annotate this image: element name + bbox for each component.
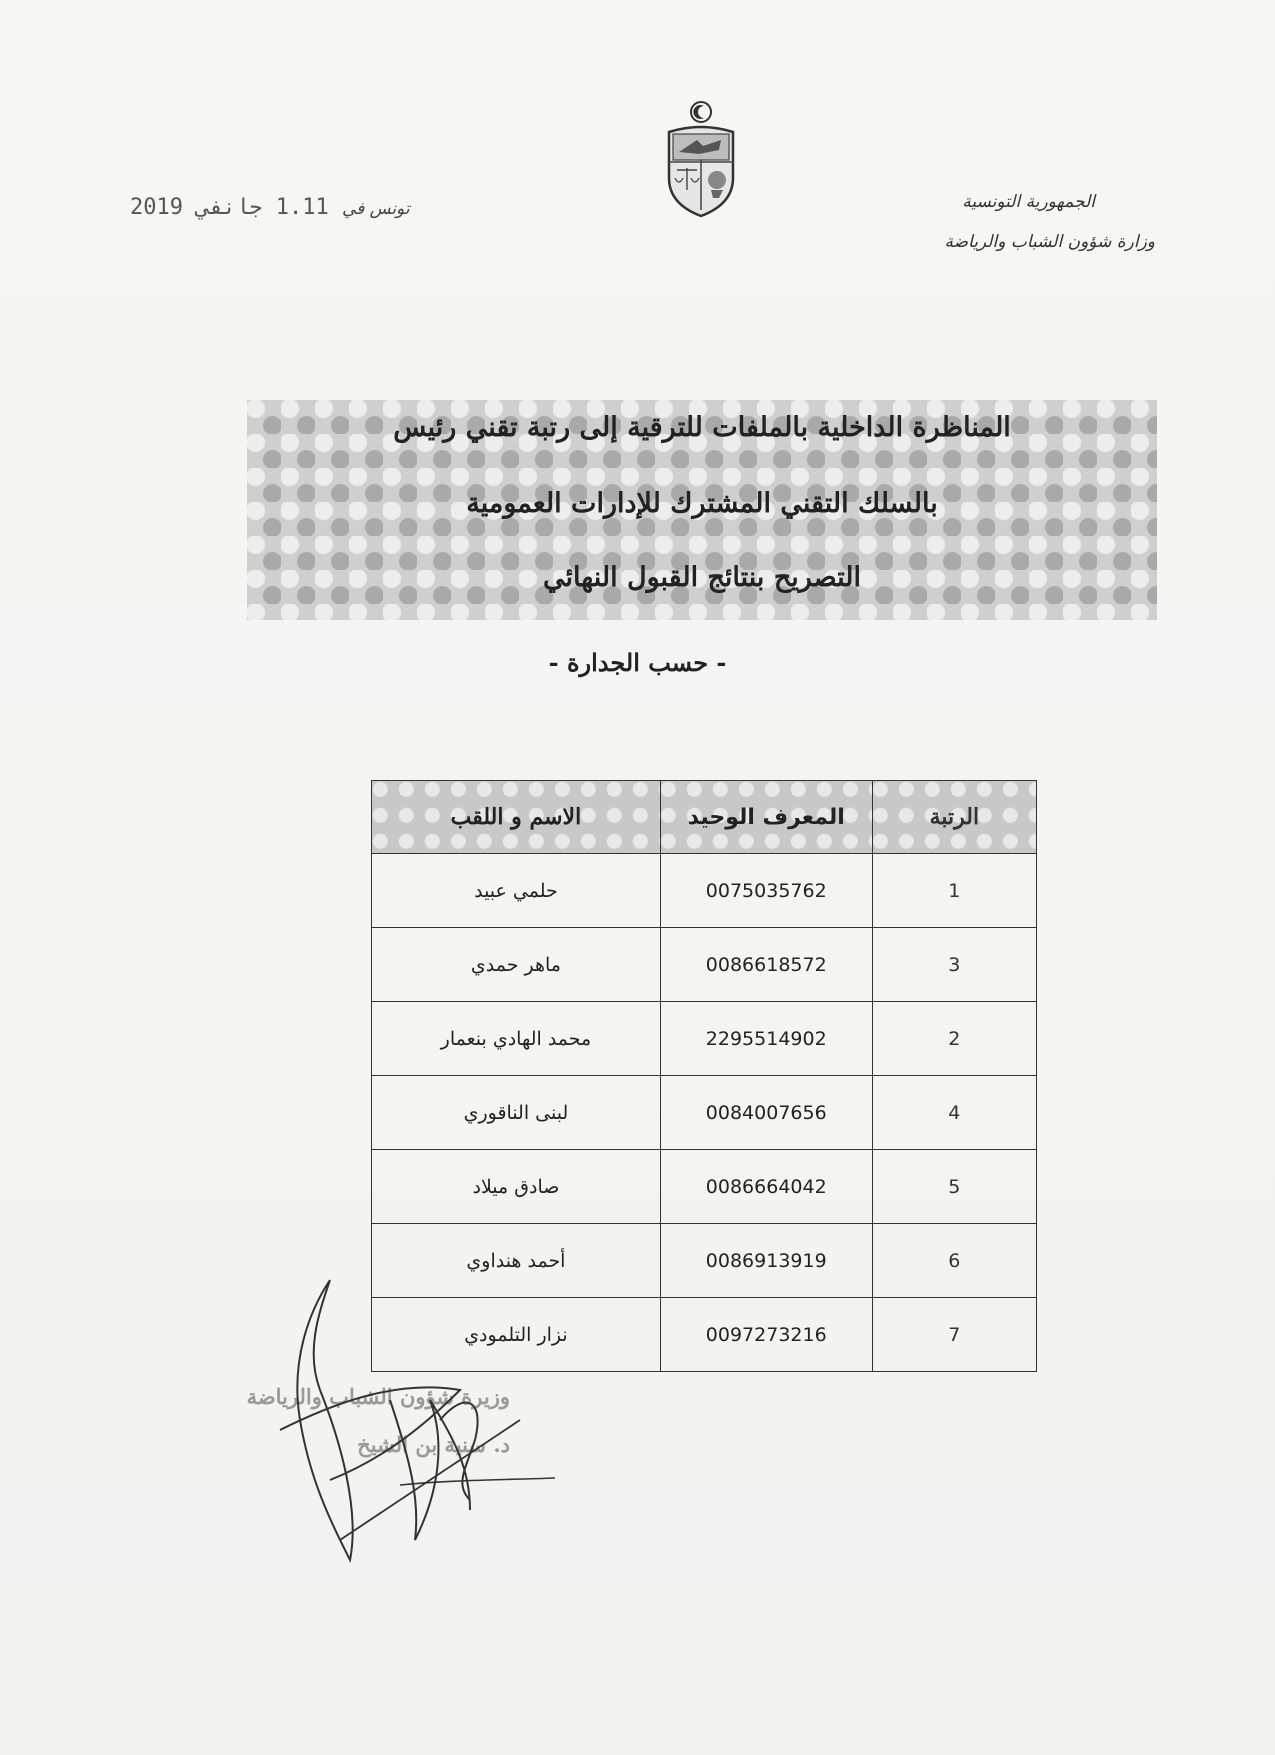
cell-full-name: محمد الهادي بنعمار: [372, 1002, 661, 1076]
cell-unique-id: 0086913919: [660, 1224, 872, 1298]
coat-of-arms-emblem: [663, 100, 739, 220]
cell-unique-id: 0086664042: [660, 1150, 872, 1224]
date-day: 1.11: [275, 195, 329, 220]
cell-full-name: أحمد هنداوي: [372, 1224, 661, 1298]
table-header-row: [372, 781, 1037, 854]
table-row: [372, 1150, 1037, 1224]
date-stamp: [130, 195, 410, 220]
table-row: [372, 1002, 1037, 1076]
date-place: تونس في: [341, 199, 410, 219]
cell-full-name: ماهر حمدي: [372, 928, 661, 1002]
title-banner: [247, 400, 1157, 620]
cell-full-name: صادق ميلاد: [372, 1150, 661, 1224]
title-line-3: التصريح بنتائج القبول النهائي: [543, 562, 861, 593]
cell-unique-id: 0075035762: [660, 854, 872, 928]
handwritten-signature: [270, 1270, 570, 1570]
stamp-name: د. سنية بن الشيخ: [357, 1432, 510, 1457]
title-line-1: المناظرة الداخلية بالملفات للترقية إلى رتبة تقني رئيس: [393, 412, 1011, 443]
republic-name: الجمهورية التونسية: [962, 192, 1095, 212]
header-unique-id: المعرف الوحيد: [660, 781, 872, 854]
date-month: جانفي: [196, 195, 263, 220]
table-row: [372, 928, 1037, 1002]
table-row: [372, 1076, 1037, 1150]
cell-rank: 1: [872, 854, 1036, 928]
cell-rank: 7: [872, 1298, 1036, 1372]
ranking-subtitle: - حسب الجدارة -: [548, 648, 727, 677]
issuing-authority-header: [944, 192, 1155, 252]
date-year: 2019: [130, 195, 183, 220]
cell-full-name: لبنى الناقوري: [372, 1076, 661, 1150]
cell-rank: 4: [872, 1076, 1036, 1150]
table-row: [372, 854, 1037, 928]
header-full-name: الاسم و اللقب: [372, 781, 661, 854]
cell-unique-id: 0086618572: [660, 928, 872, 1002]
ministry-name: وزارة شؤون الشباب والرياضة: [944, 232, 1155, 252]
title-line-2: بالسلك التقني المشترك للإدارات العمومية: [466, 488, 938, 519]
cell-unique-id: 2295514902: [660, 1002, 872, 1076]
cell-full-name: نزار التلمودي: [372, 1298, 661, 1372]
cell-rank: 5: [872, 1150, 1036, 1224]
cell-rank: 3: [872, 928, 1036, 1002]
cell-full-name: حلمي عبيد: [372, 854, 661, 928]
cell-unique-id: 0084007656: [660, 1076, 872, 1150]
cell-rank: 2: [872, 1002, 1036, 1076]
cell-unique-id: 0097273216: [660, 1298, 872, 1372]
cell-rank: 6: [872, 1224, 1036, 1298]
stamp-title: وزيرة شؤون الشباب والرياضة: [246, 1384, 510, 1409]
header-rank: الرتبة: [872, 781, 1036, 854]
